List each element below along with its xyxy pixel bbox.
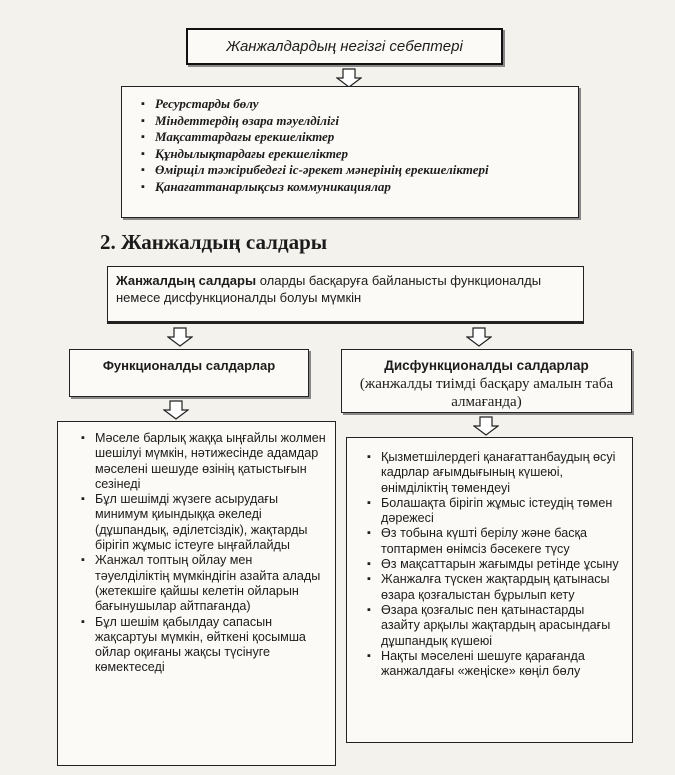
list-item: ▪ Құндылықтардағы ерекшеліктер [155, 146, 568, 163]
list-item: ▪ Өз мақсаттарын жағымды ретінде ұсыну [381, 557, 624, 572]
list-item: ▪ Өзара қозғалыс пен қатынастарды азайту арқылы жақтардың арасындағы дұшпандық күшеюі [381, 603, 624, 649]
functional-heading-box [69, 349, 309, 397]
definition-term: Жанжалдың салдары [116, 273, 257, 288]
list-item: ▪ Мақсаттардағы ерекшеліктер [155, 129, 568, 146]
list-item: ▪ Мәселе барлық жаққа ыңғайлы жолмен шешілуі мүмкін, нәтижесінде адамдар мәселені шешуде өзінің қатыстығын сезінеді [95, 431, 327, 492]
dysfunctional-list-box [346, 437, 633, 743]
dysfunctional-heading-box [341, 349, 632, 413]
down-arrow-icon [163, 400, 189, 420]
causes-list [155, 96, 568, 195]
list-item: ▪ Бұл шешім қабылдау сапасын жақсартуы мүмкін, өйткені қосымша ойлар оқиғаны жақсы түсінуге көмектеседі [95, 615, 327, 676]
definition-box [107, 266, 584, 324]
down-arrow-icon [167, 327, 193, 347]
list-item: ▪ Өмірщіл тәжірибедегі іс-әрекет мәнерінің ерекшеліктері [155, 162, 568, 179]
list-item: ▪ Жанжал топтың ойлау мен тәуелділіктің мүмкіндігін азайта алады (жетекшіге қайшы келетін ойларын бағынушылар айтпағанда) [95, 553, 327, 614]
functional-list-box [57, 421, 336, 766]
list-item: ▪ Жанжалға түскен жақтардың қатынасы өзара қозғалыстан бұрылып кету [381, 572, 624, 603]
title-box [186, 28, 503, 65]
down-arrow-icon [336, 68, 362, 88]
down-arrow-icon [473, 416, 499, 436]
list-item: ▪ Міндеттердің өзара тәуелділігі [155, 113, 568, 130]
down-arrow-icon [466, 327, 492, 347]
list-item: ▪ Бұл шешімді жүзеге асырудағы минимум қиындыққа әкеледі (дұшпандық, әділетсіздік), жақтарды бірігіп жұмыс істеуге ыңғайлайды [95, 492, 327, 553]
list-item: ▪ Ресурстарды бөлу [155, 96, 568, 113]
list-item: ▪ Болашақта бірігіп жұмыс істеудің төмен дәрежесі [381, 496, 624, 527]
list-item: ▪ Өз тобына күшті берілу және басқа топтармен өнімсіз бәсекеге түсу [381, 526, 624, 557]
dysfunctional-subheading: (жанжалды тиімді басқару амалын таба алмағанда) [359, 376, 614, 410]
dysfunctional-heading: Дисфункционалды салдарлар [384, 358, 589, 373]
functional-heading: Функционалды салдарлар [102, 358, 276, 373]
list-item: ▪ Нақты мәселені шешуге қарағанда жанжалдағы «жеңіске» көңіл бөлу [381, 649, 624, 680]
functional-list [95, 431, 327, 676]
main-title: Жанжалдардың негізгі себептері [226, 38, 463, 55]
section-heading: 2. Жанжалдың салдары [100, 230, 328, 254]
list-item: ▪ Қанағаттанарлықсыз коммуникациялар [155, 179, 568, 196]
causes-box [121, 86, 579, 218]
dysfunctional-list [381, 450, 624, 679]
definition-text: оларды басқаруға байланысты функционалды немесе дисфункционалды болуы мүмкін [116, 273, 542, 305]
list-item: ▪ Қызметшілердегі қанағаттанбаудың өсуі кадрлар ағымдығының күшеюі, өнімділіктің төмендеуі [381, 450, 624, 496]
